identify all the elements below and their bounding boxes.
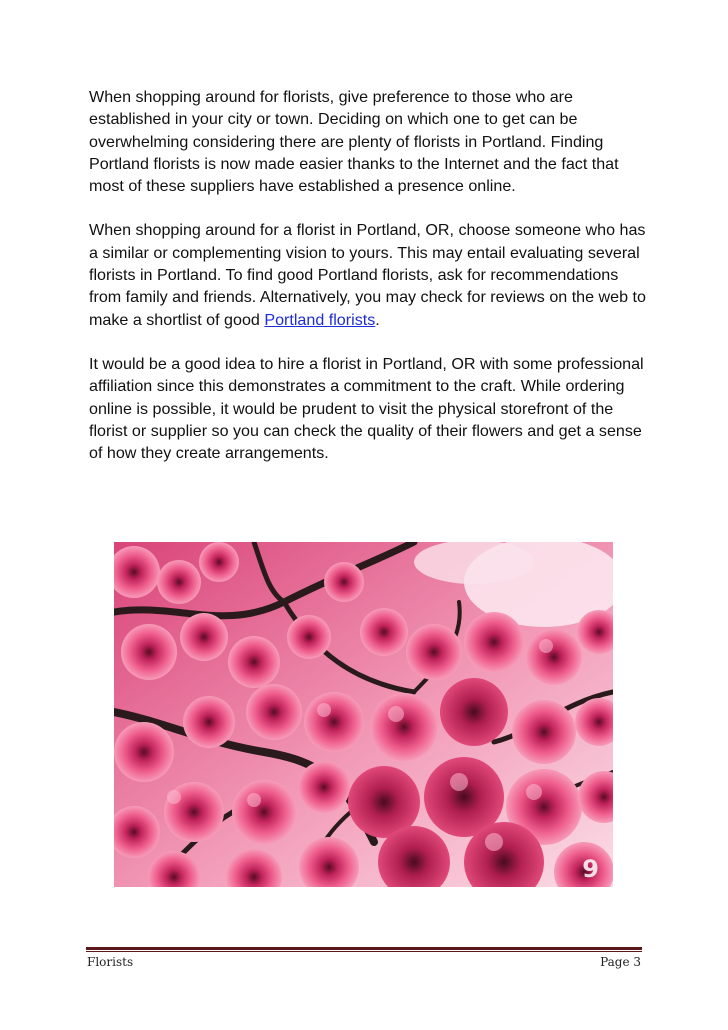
cherry-blossom-photo xyxy=(114,542,613,887)
paragraph-2 xyxy=(89,219,649,330)
photo-watermark: 9 xyxy=(582,855,599,883)
body-text xyxy=(89,86,649,486)
paragraph-2-end: . xyxy=(375,310,380,329)
footer-rule-thin xyxy=(86,951,642,952)
paragraph-1: When shopping around for florists, give preference to those who are established in your city or town. Deciding on which one to get can be overwhelming considering there are plenty of florists in Portland. Finding Portland florists is now made easier thanks to the Internet and the fact that most of these suppliers have established a presence online. xyxy=(89,88,619,196)
page-number: Page 3 xyxy=(600,955,641,969)
paragraph-2-text: When shopping around for a florist in Portland, OR, choose someone who has a similar or complementing vision to yours. This may entail evaluating several florists in Portland. To find good Portland florists, ask for recommendations from family and friends. Alternatively, you may check for reviews on the web to make a shortlist of good xyxy=(89,221,646,329)
portland-florists-link[interactable]: Portland florists xyxy=(264,310,376,329)
paragraph-3: It would be a good idea to hire a florist in Portland, OR with some professional affiliation since this demonstrates a commitment to the craft. While ordering online is possible, it would be prudent to visit the physical storefront of the florist or supplier so you can check the quality of their flowers and get a sense of how they create arrangements. xyxy=(89,354,644,463)
footer-rule-thick xyxy=(86,947,642,950)
footer-title: Florists xyxy=(87,955,134,969)
